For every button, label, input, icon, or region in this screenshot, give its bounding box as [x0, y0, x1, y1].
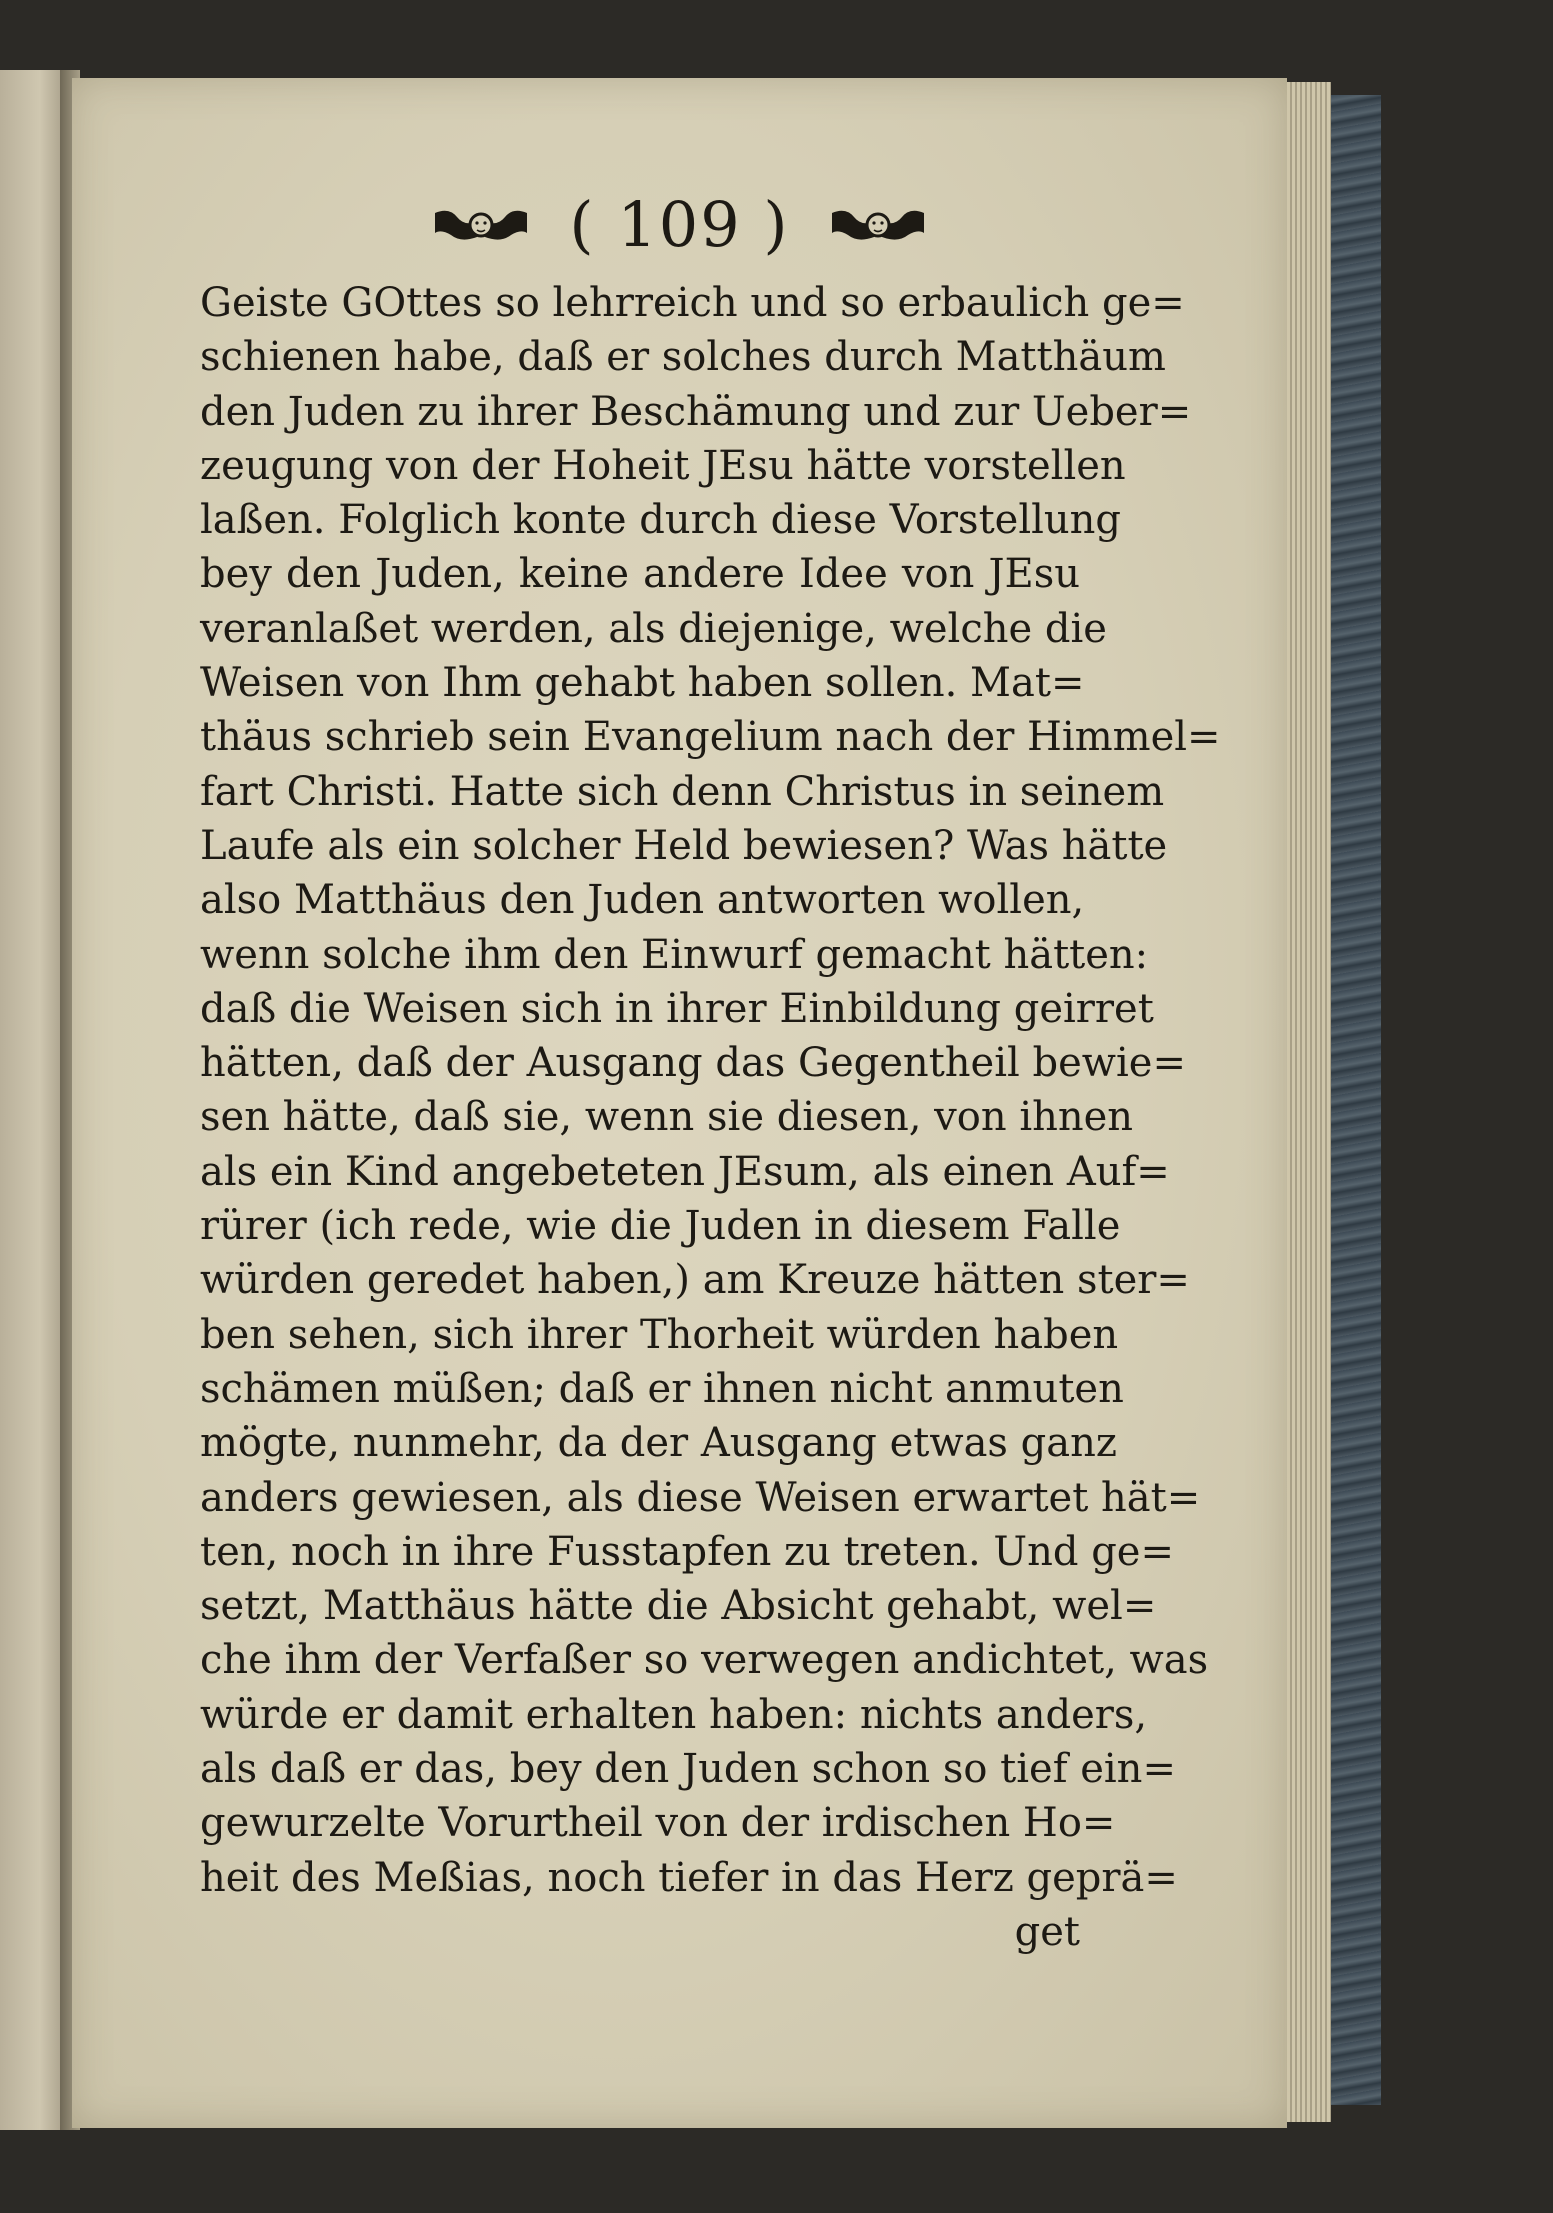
text-line: ben sehen, sich ihrer Thorheit würden haben [200, 1311, 1119, 1358]
text-line: würden geredet haben,) am Kreuze hätten ster= [200, 1257, 1190, 1304]
text-line: als daß er das, bey den Juden schon so tief ein= [200, 1746, 1176, 1793]
text-line: laßen. Folglich konte durch diese Vorstellung [200, 497, 1122, 544]
text-line: rürer (ich rede, wie die Juden in diesem Falle [200, 1203, 1121, 1250]
page-header [72, 188, 1287, 261]
text-line: mögte, nunmehr, da der Ausgang etwas ganz [200, 1420, 1117, 1467]
text-line: thäus schrieb sein Evangelium nach der Himmel= [200, 714, 1221, 761]
body-text [200, 276, 1221, 1959]
text-line: fart Christi. Hatte sich denn Christus in seinem [200, 768, 1165, 815]
text-line: also Matthäus den Juden antworten wollen, [200, 877, 1085, 924]
text-line: Laufe als ein solcher Held bewiesen? Was hätte [200, 822, 1168, 869]
text-line: setzt, Matthäus hätte die Absicht gehabt, wel= [200, 1583, 1157, 1630]
catchword: get [1014, 1908, 1080, 1955]
text-line: Geiste GOttes so lehrreich und so erbaulich ge= [200, 280, 1185, 326]
text-line: Weisen von Ihm gehabt haben sollen. Mat= [200, 660, 1085, 707]
text-line: als ein Kind angebeteten JEsum, als einen Auf= [200, 1148, 1170, 1195]
text-line: veranlaßet werden, als diejenige, welche die [200, 605, 1107, 652]
text-line: wenn solche ihm den Einwurf gemacht hätten: [200, 931, 1149, 978]
text-line: hätten, daß der Ausgang das Gegentheil bewie= [200, 1040, 1186, 1087]
page-number: ( 109 ) [569, 188, 790, 261]
text-line: bey den Juden, keine andere Idee von JEsu [200, 551, 1080, 598]
cherub-ornament-left-icon [431, 203, 531, 247]
text-line: sen hätte, daß sie, wenn sie diesen, von ihnen [200, 1094, 1134, 1141]
cherub-ornament-right-icon [828, 203, 928, 247]
text-line: zeugung von der Hoheit JEsu hätte vorstellen [200, 442, 1126, 489]
text-line: schämen müßen; daß er ihnen nicht anmuten [200, 1365, 1124, 1412]
text-line: würde er damit erhalten haben: nichts anders, [200, 1691, 1148, 1738]
text-line: den Juden zu ihrer Beschämung und zur Ueber= [200, 388, 1192, 435]
text-line: daß die Weisen sich in ihrer Einbildung geirret [200, 985, 1154, 1032]
text-line: che ihm der Verfaßer so verwegen andichtet, was [200, 1637, 1209, 1684]
text-line: heit des Meßias, noch tiefer in das Herz geprä= [200, 1854, 1178, 1901]
text-line: anders gewiesen, als diese Weisen erwartet hät= [200, 1474, 1201, 1521]
page-edges [1287, 82, 1331, 2122]
marbled-cover [1331, 95, 1381, 2105]
text-line: gewurzelte Vorurtheil von der irdischen Ho= [200, 1800, 1116, 1847]
text-line: ten, noch in ihre Fusstapfen zu treten. Und ge= [200, 1528, 1174, 1575]
text-line: schienen habe, daß er solches durch Matthäum [200, 334, 1166, 381]
